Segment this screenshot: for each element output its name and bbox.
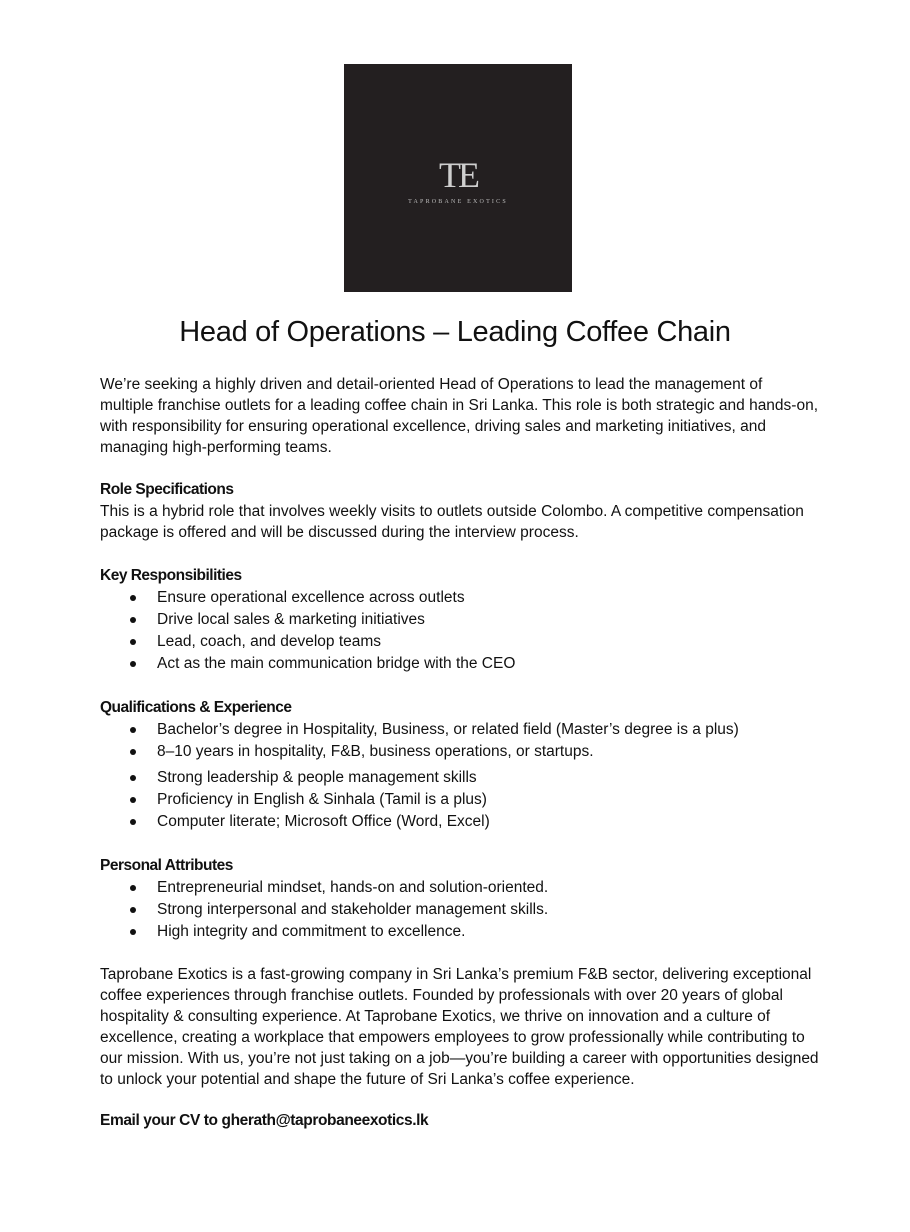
- qualifications-list: [100, 719, 820, 833]
- personal-attributes-list: [100, 877, 820, 943]
- role-specifications-section: [100, 478, 820, 543]
- list-item: Computer literate; Microsoft Office (Word, Excel): [100, 811, 820, 833]
- qualifications-section: [100, 696, 820, 833]
- list-item: Lead, coach, and develop teams: [100, 631, 820, 653]
- list-item: Ensure operational excellence across outlets: [100, 587, 820, 609]
- intro-paragraph: We’re seeking a highly driven and detail-oriented Head of Operations to lead the management of multiple franchise outlets for a leading coffee chain in Sri Lanka. This role is both strategic and hands-on, with responsibility for ensuring operational excellence, driving sales and marketing initiatives, and managing high-performing teams.: [100, 376, 819, 456]
- key-responsibilities-section: [100, 564, 820, 675]
- company-about-paragraph: Taprobane Exotics is a fast-growing company in Sri Lanka’s premium F&B sector, delivering exceptional coffee experiences through franchise outlets. Founded by professionals with over 20 years of global hospitality & consulting experience. At Taprobane Exotics, we thrive on innovation and a culture of excellence, creating a workplace that empowers employees to grow professionally while contributing to our mission. With us, you’re not just taking on a job—you’re building a career with opportunities designed to unlock your potential and shape the future of Sri Lanka’s coffee experience.: [100, 966, 819, 1088]
- key-responsibilities-list: [100, 587, 820, 675]
- list-item: Bachelor’s degree in Hospitality, Business, or related field (Master’s degree is a plus): [100, 719, 820, 741]
- page-title: Head of Operations – Leading Coffee Chain: [179, 316, 731, 348]
- qualifications-heading: Qualifications & Experience: [100, 699, 292, 716]
- role-specifications-heading: Role Specifications: [100, 481, 234, 498]
- list-item: Strong leadership & people management skills: [100, 767, 820, 789]
- job-description: [100, 374, 820, 1131]
- list-item: Drive local sales & marketing initiatives: [100, 609, 820, 631]
- list-item: Proficiency in English & Sinhala (Tamil is a plus): [100, 789, 820, 811]
- personal-attributes-heading: Personal Attributes: [100, 857, 233, 874]
- role-specifications-text: This is a hybrid role that involves weekly visits to outlets outside Colombo. A competitive compensation package is offered and will be discussed during the interview process.: [100, 503, 804, 541]
- list-item: Strong interpersonal and stakeholder management skills.: [100, 899, 820, 921]
- list-item: Act as the main communication bridge with the CEO: [100, 653, 820, 675]
- list-item: Entrepreneurial mindset, hands-on and solution-oriented.: [100, 877, 820, 899]
- personal-attributes-section: [100, 854, 820, 943]
- list-item: 8–10 years in hospitality, F&B, business operations, or startups.: [100, 741, 820, 763]
- list-item: High integrity and commitment to excellence.: [100, 921, 820, 943]
- logo-wordmark: TAPROBANE EXOTICS: [408, 199, 508, 205]
- email-instruction: Email your CV to gherath@taprobaneexotics.lk: [100, 1112, 429, 1129]
- company-logo: [344, 64, 572, 292]
- key-responsibilities-heading: Key Responsibilities: [100, 567, 242, 584]
- logo-monogram: TE: [439, 155, 477, 195]
